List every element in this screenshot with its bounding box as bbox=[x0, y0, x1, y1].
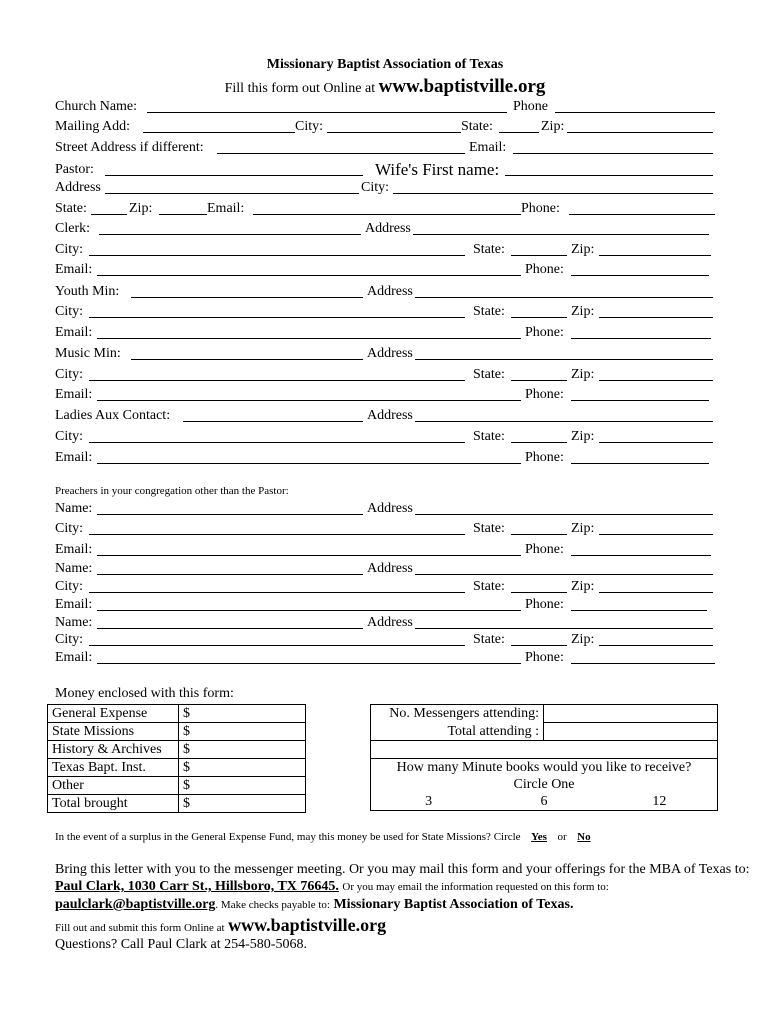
clerk-label: Clerk: bbox=[55, 221, 90, 236]
pastor-zip-label: Zip: bbox=[129, 201, 153, 216]
preacher2-state-field[interactable] bbox=[511, 579, 567, 593]
no-messengers-label: No. Messengers attending: bbox=[371, 705, 544, 723]
youth-address-field[interactable] bbox=[415, 284, 713, 298]
clerk-field[interactable] bbox=[99, 221, 361, 235]
youth-zip-label: Zip: bbox=[571, 304, 595, 319]
preacher1-name-field[interactable] bbox=[97, 501, 363, 515]
preacher1-name-row bbox=[55, 501, 715, 521]
youth-email-field[interactable] bbox=[97, 325, 521, 339]
pastor-zip-field[interactable] bbox=[159, 201, 207, 215]
pastor-state-label: State: bbox=[55, 201, 87, 216]
preacher3-state-field[interactable] bbox=[511, 632, 567, 646]
ladies-address-label: Address bbox=[367, 408, 413, 423]
surplus-text: In the event of a surplus in the General Expense Fund, may this money be used for State Missions? Circle bbox=[55, 831, 521, 843]
preacher1-address-label: Address bbox=[367, 501, 413, 516]
money-row bbox=[48, 741, 306, 759]
ladies-email-field[interactable] bbox=[97, 450, 521, 464]
money-row bbox=[48, 777, 306, 795]
preacher3-email-row bbox=[55, 650, 715, 670]
mailing-city-field[interactable] bbox=[327, 119, 461, 133]
preacher3-email-label: Email: bbox=[55, 650, 93, 665]
money-row-amount[interactable]: $ bbox=[179, 723, 306, 741]
clerk-email-row bbox=[55, 262, 715, 282]
youth-phone-label: Phone: bbox=[525, 325, 564, 340]
money-row-label: Other bbox=[48, 777, 179, 795]
preacher1-phone-field[interactable] bbox=[571, 542, 711, 556]
clerk-phone-field[interactable] bbox=[571, 262, 709, 276]
pastor-email-field[interactable] bbox=[253, 201, 521, 215]
pastor-row bbox=[55, 160, 715, 182]
pastor-phone-label: Phone: bbox=[521, 201, 560, 216]
ladies-email-row bbox=[55, 450, 715, 470]
preacher2-name-field[interactable] bbox=[97, 561, 363, 575]
preacher2-zip-field[interactable] bbox=[599, 579, 713, 593]
music-address-label: Address bbox=[367, 346, 413, 361]
preacher3-address-label: Address bbox=[367, 615, 413, 630]
pastor-state-field[interactable] bbox=[91, 201, 127, 215]
youth-email-label: Email: bbox=[55, 325, 93, 340]
fill-url[interactable]: www.baptistville.org bbox=[228, 915, 387, 935]
preacher3-city-row bbox=[55, 632, 715, 652]
pastor-address-label: Address bbox=[55, 180, 101, 195]
preacher2-address-field[interactable] bbox=[415, 561, 713, 575]
ladies-city-field[interactable] bbox=[89, 429, 465, 443]
preacher1-zip-label: Zip: bbox=[571, 521, 595, 536]
music-state-field[interactable] bbox=[511, 367, 567, 381]
ladies-phone-label: Phone: bbox=[525, 450, 564, 465]
money-row-label: Total brought bbox=[48, 795, 179, 813]
church-name-row bbox=[55, 99, 715, 119]
email-line bbox=[55, 897, 573, 913]
preacher3-state-label: State: bbox=[473, 632, 505, 647]
street-row bbox=[55, 140, 715, 160]
clerk-zip-field[interactable] bbox=[599, 242, 711, 256]
circle-one-label: Circle One bbox=[371, 776, 718, 793]
youth-city-row bbox=[55, 304, 715, 324]
music-city-label: City: bbox=[55, 367, 84, 382]
preacher3-phone-field[interactable] bbox=[571, 650, 715, 664]
clerk-email-field[interactable] bbox=[97, 262, 521, 276]
preacher1-zip-field[interactable] bbox=[599, 521, 713, 535]
ladies-row bbox=[55, 408, 715, 428]
youth-state-field[interactable] bbox=[511, 304, 567, 318]
preacher3-address-field[interactable] bbox=[415, 615, 713, 629]
music-phone-label: Phone: bbox=[525, 387, 564, 402]
church-phone-label: Phone bbox=[513, 99, 548, 114]
music-address-field[interactable] bbox=[415, 346, 713, 360]
music-field[interactable] bbox=[131, 346, 363, 360]
preacher1-state-label: State: bbox=[473, 521, 505, 536]
street-label: Street Address if different: bbox=[55, 140, 204, 155]
ladies-city-row bbox=[55, 429, 715, 449]
preacher1-phone-label: Phone: bbox=[525, 542, 564, 557]
preacher2-email-label: Email: bbox=[55, 597, 93, 612]
clerk-state-label: State: bbox=[473, 242, 505, 257]
music-row bbox=[55, 346, 715, 366]
street-field[interactable] bbox=[217, 140, 465, 154]
youth-row bbox=[55, 284, 715, 304]
music-city-field[interactable] bbox=[89, 367, 465, 381]
ladies-zip-field[interactable] bbox=[599, 429, 713, 443]
fill-online-line bbox=[55, 915, 386, 936]
wife-field[interactable] bbox=[505, 162, 713, 176]
or-text: or bbox=[557, 831, 567, 843]
pastor-city-field[interactable] bbox=[393, 180, 713, 194]
spacer-row bbox=[371, 741, 718, 759]
option-3[interactable]: 3 bbox=[425, 794, 433, 809]
money-table bbox=[47, 704, 306, 813]
youth-state-label: State: bbox=[473, 304, 505, 319]
mailing-zip-label: Zip: bbox=[541, 119, 565, 134]
ladies-state-field[interactable] bbox=[511, 429, 567, 443]
pastor-phone-field[interactable] bbox=[569, 201, 715, 215]
preacher1-city-row bbox=[55, 521, 715, 541]
ladies-zip-label: Zip: bbox=[571, 429, 595, 444]
money-heading: Money enclosed with this form: bbox=[55, 686, 234, 701]
money-row bbox=[48, 759, 306, 777]
no-option[interactable]: No bbox=[577, 831, 591, 843]
preacher3-zip-field[interactable] bbox=[599, 632, 713, 646]
form-subtitle bbox=[0, 76, 770, 98]
ladies-label: Ladies Aux Contact: bbox=[55, 408, 171, 423]
money-row-amount[interactable]: $ bbox=[179, 759, 306, 777]
money-row-label: General Expense bbox=[48, 705, 179, 723]
preacher2-city-row bbox=[55, 579, 715, 599]
money-row-label: State Missions bbox=[48, 723, 179, 741]
fill-prefix: Fill out and submit this form Online at bbox=[55, 922, 225, 934]
ladies-state-label: State: bbox=[473, 429, 505, 444]
preacher1-address-field[interactable] bbox=[415, 501, 713, 515]
total-attending-field[interactable] bbox=[544, 723, 718, 741]
youth-field[interactable] bbox=[131, 284, 363, 298]
music-zip-field[interactable] bbox=[599, 367, 713, 381]
contact-email-link[interactable]: paulclark@baptistville.org bbox=[55, 897, 216, 912]
youth-label: Youth Min: bbox=[55, 284, 120, 299]
church-name-field[interactable] bbox=[147, 99, 507, 113]
preacher2-zip-label: Zip: bbox=[571, 579, 595, 594]
ladies-email-label: Email: bbox=[55, 450, 93, 465]
bring-line: Bring this letter with you to the messenger meeting. Or you may mail this form and your offerings for the MBA of Texas to: bbox=[55, 862, 750, 877]
clerk-city-row bbox=[55, 242, 715, 262]
church-email-label: Email: bbox=[469, 140, 507, 155]
church-email-field[interactable] bbox=[513, 140, 713, 154]
money-row-amount[interactable]: $ bbox=[179, 777, 306, 795]
music-city-row bbox=[55, 367, 715, 387]
preacher1-state-field[interactable] bbox=[511, 521, 567, 535]
music-zip-label: Zip: bbox=[571, 367, 595, 382]
clerk-city-label: City: bbox=[55, 242, 84, 257]
pastor-label: Pastor: bbox=[55, 162, 94, 177]
music-email-field[interactable] bbox=[97, 387, 521, 401]
music-phone-field[interactable] bbox=[571, 387, 709, 401]
subtitle-prefix: Fill this form out Online at bbox=[224, 81, 376, 96]
youth-email-row bbox=[55, 325, 715, 345]
address-line bbox=[55, 879, 609, 895]
ladies-address-field[interactable] bbox=[415, 408, 713, 422]
mailing-state-field[interactable] bbox=[499, 119, 539, 133]
payee-text: Missionary Baptist Association of Texas. bbox=[333, 897, 574, 912]
total-attending-label: Total attending : bbox=[371, 723, 544, 741]
money-row bbox=[48, 723, 306, 741]
music-email-row bbox=[55, 387, 715, 407]
messengers-table bbox=[370, 704, 718, 811]
money-row bbox=[48, 705, 306, 723]
preacher3-zip-label: Zip: bbox=[571, 632, 595, 647]
mailing-city-label: City: bbox=[295, 119, 324, 134]
option-12[interactable]: 12 bbox=[652, 794, 667, 809]
youth-address-label: Address bbox=[367, 284, 413, 299]
preacher2-address-label: Address bbox=[367, 561, 413, 576]
clerk-state-field[interactable] bbox=[511, 242, 567, 256]
ladies-phone-field[interactable] bbox=[571, 450, 709, 464]
clerk-city-field[interactable] bbox=[89, 242, 465, 256]
ladies-field[interactable] bbox=[183, 408, 363, 422]
preacher2-phone-label: Phone: bbox=[525, 597, 564, 612]
preacher2-email-field[interactable] bbox=[97, 597, 521, 611]
subtitle-url[interactable]: www.baptistville.org bbox=[378, 76, 546, 97]
preacher3-city-label: City: bbox=[55, 632, 84, 647]
preacher2-email-row bbox=[55, 597, 715, 617]
youth-phone-field[interactable] bbox=[571, 325, 711, 339]
preachers-heading: Preachers in your congregation other than the Pastor: bbox=[55, 485, 289, 497]
preacher2-state-label: State: bbox=[473, 579, 505, 594]
mailing-state-label: State: bbox=[461, 119, 493, 134]
form-title: Missionary Baptist Association of Texas bbox=[266, 57, 504, 72]
preacher3-phone-label: Phone: bbox=[525, 650, 564, 665]
money-row bbox=[48, 795, 306, 813]
church-phone-field[interactable] bbox=[555, 99, 715, 113]
preacher2-phone-field[interactable] bbox=[571, 597, 707, 611]
preacher3-name-label: Name: bbox=[55, 615, 93, 630]
preacher1-email-field[interactable] bbox=[97, 542, 521, 556]
pastor-address-field[interactable] bbox=[105, 180, 359, 194]
youth-city-label: City: bbox=[55, 304, 84, 319]
preacher1-email-row bbox=[55, 542, 715, 562]
clerk-phone-label: Phone: bbox=[525, 262, 564, 277]
preacher1-city-label: City: bbox=[55, 521, 84, 536]
mailing-label: Mailing Add: bbox=[55, 119, 131, 134]
questions-line: Questions? Call Paul Clark at 254-580-5068. bbox=[55, 937, 307, 952]
clerk-row bbox=[55, 221, 715, 241]
mailing-field[interactable] bbox=[143, 119, 295, 133]
youth-zip-field[interactable] bbox=[599, 304, 713, 318]
clerk-address-label: Address bbox=[365, 221, 411, 236]
preacher1-email-label: Email: bbox=[55, 542, 93, 557]
music-label: Music Min: bbox=[55, 346, 121, 361]
mailing-address: Paul Clark, 1030 Carr St., Hillsboro, TX 76645. bbox=[55, 879, 339, 894]
mailing-row bbox=[55, 119, 715, 139]
mailing-zip-field[interactable] bbox=[567, 119, 713, 133]
pastor-field[interactable] bbox=[105, 162, 363, 176]
surplus-line bbox=[55, 829, 591, 845]
money-row-amount[interactable]: $ bbox=[179, 741, 306, 759]
or-email-text: Or you may email the information requested on this form to: bbox=[342, 881, 609, 893]
money-row-amount[interactable]: $ bbox=[179, 795, 306, 813]
checks-text: . Make checks payable to: bbox=[215, 899, 330, 911]
minute-books-question: How many Minute books would you like to receive? bbox=[371, 759, 718, 777]
money-row-label: Texas Bapt. Inst. bbox=[48, 759, 179, 777]
preacher3-city-field[interactable] bbox=[89, 632, 465, 646]
music-email-label: Email: bbox=[55, 387, 93, 402]
money-row-label: History & Archives bbox=[48, 741, 179, 759]
preacher1-city-field[interactable] bbox=[89, 521, 465, 535]
preacher3-email-field[interactable] bbox=[97, 650, 521, 664]
ladies-city-label: City: bbox=[55, 429, 84, 444]
pastor-city-label: City: bbox=[361, 180, 390, 195]
clerk-address-field[interactable] bbox=[413, 221, 709, 235]
yes-option[interactable]: Yes bbox=[531, 831, 547, 843]
music-state-label: State: bbox=[473, 367, 505, 382]
preacher3-name-field[interactable] bbox=[97, 615, 363, 629]
pastor-address-row bbox=[55, 180, 715, 200]
preacher2-city-label: City: bbox=[55, 579, 84, 594]
preacher1-name-label: Name: bbox=[55, 501, 93, 516]
option-6[interactable]: 6 bbox=[540, 794, 548, 809]
clerk-email-label: Email: bbox=[55, 262, 93, 277]
pastor-email-label: Email: bbox=[207, 201, 245, 216]
minute-books-options bbox=[371, 793, 718, 811]
wife-label: Wife's First name: bbox=[375, 160, 500, 179]
money-row-amount[interactable]: $ bbox=[179, 705, 306, 723]
clerk-zip-label: Zip: bbox=[571, 242, 595, 257]
preacher2-city-field[interactable] bbox=[89, 579, 465, 593]
pastor-state-row bbox=[55, 201, 715, 221]
no-messengers-field[interactable] bbox=[544, 705, 718, 723]
youth-city-field[interactable] bbox=[89, 304, 465, 318]
church-name-label: Church Name: bbox=[55, 99, 138, 114]
preacher2-name-row bbox=[55, 561, 715, 581]
preacher2-name-label: Name: bbox=[55, 561, 93, 576]
